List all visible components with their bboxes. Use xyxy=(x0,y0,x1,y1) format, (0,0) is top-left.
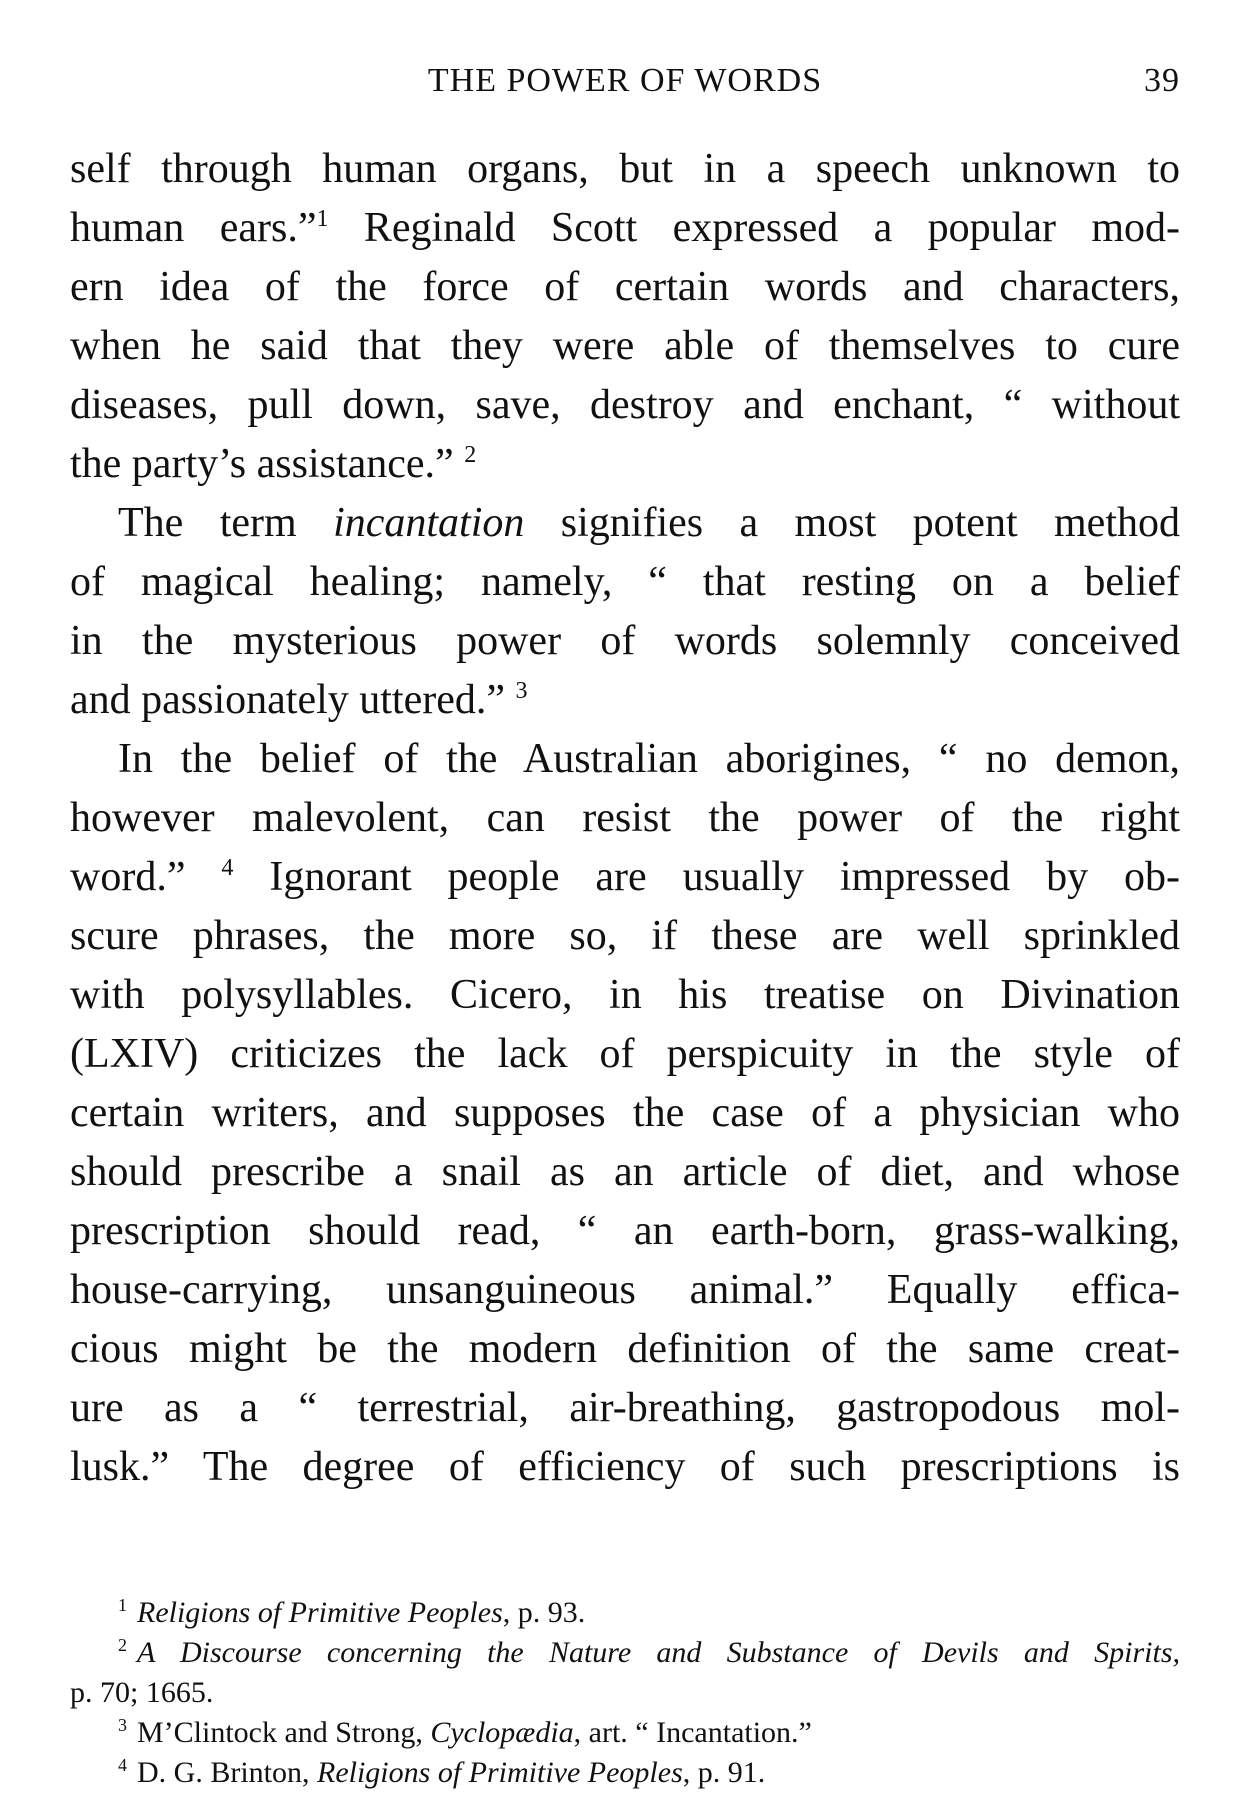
footnotes xyxy=(70,1593,1180,1793)
footnote-mark: 4 xyxy=(118,1755,127,1775)
text-line: self through human organs, but in a speech unknown to xyxy=(70,146,1180,192)
running-head xyxy=(70,62,1180,112)
footnote-ref-2: 2 xyxy=(464,442,477,468)
text-line: however malevolent, can resist the power of the right xyxy=(70,795,1180,841)
footnote-2-continued: p. 70; 1665. xyxy=(70,1676,214,1709)
text-line xyxy=(70,671,1180,730)
text-line: lusk.” The degree of efficiency of such prescriptions is xyxy=(70,1444,1180,1490)
text-line xyxy=(70,848,1180,907)
footnote-ref-1: 1 xyxy=(316,206,329,232)
text-line: (LXIV) criticizes the lack of perspicuity in the style of xyxy=(70,1031,1180,1077)
text-line: scure phrases, the more so, if these are well sprinkled xyxy=(70,913,1180,959)
footnote-mark: 2 xyxy=(118,1635,127,1655)
text-line xyxy=(70,199,1180,258)
text-run: the party’s assistance.” xyxy=(70,441,454,487)
body-text xyxy=(70,140,1180,1497)
footnote-1 xyxy=(70,1593,1180,1633)
text-run: word.” xyxy=(70,854,186,900)
footnote-mark: 1 xyxy=(118,1595,127,1615)
text-line: diseases, pull down, save, destroy and enchant, “ without xyxy=(70,382,1180,428)
footnote-3 xyxy=(70,1713,1180,1753)
text-run: signifies a most potent method xyxy=(524,500,1180,546)
paragraph-3 xyxy=(70,730,1180,1497)
italic-term: incantation xyxy=(333,500,525,546)
text-line: should prescribe a snail as an article of diet, and whose xyxy=(70,1149,1180,1195)
text-line: house-carrying, unsanguineous animal.” Equally effica- xyxy=(70,1267,1180,1313)
footnote-text: , art. “ Incantation.” xyxy=(573,1716,812,1749)
text-line: when he said that they were able of themselves to cure xyxy=(70,323,1180,369)
footnote-title: Religions of Primitive Peoples xyxy=(317,1756,683,1789)
text-run: and passionately uttered.” xyxy=(70,677,506,723)
footnote-4 xyxy=(70,1753,1180,1793)
footnote-title: Religions of Primitive Peoples xyxy=(137,1596,503,1629)
text-line: In the belief of the Australian aborigines, “ no demon, xyxy=(118,736,1180,782)
running-title: THE POWER OF WORDS xyxy=(427,62,823,99)
paragraph-2 xyxy=(70,494,1180,730)
footnote-ref-4: 4 xyxy=(221,855,234,881)
text-line: certain writers, and supposes the case of a physician who xyxy=(70,1090,1180,1136)
paragraph-1 xyxy=(70,140,1180,494)
page-number: 39 xyxy=(1144,62,1180,99)
footnote-ref-3: 3 xyxy=(515,678,528,704)
text-line: in the mysterious power of words solemnly conceived xyxy=(70,618,1180,664)
text-run: human ears.” xyxy=(70,205,317,251)
text-line: with polysyllables. Cicero, in his treatise on Divination xyxy=(70,972,1180,1018)
text-line xyxy=(70,435,1180,494)
footnote-text: , p. 93. xyxy=(502,1596,586,1629)
footnote-mark: 3 xyxy=(118,1715,127,1735)
text-line xyxy=(70,494,1180,553)
text-line: ern idea of the force of certain words and characters, xyxy=(70,264,1180,310)
text-line: of magical healing; namely, “ that resting on a belief xyxy=(70,559,1180,605)
text-line: ure as a “ terrestrial, air-breathing, gastropodous mol- xyxy=(70,1385,1180,1431)
footnote-text: D. G. Brinton, xyxy=(137,1756,317,1789)
text-run: The term xyxy=(118,500,334,546)
text-line: prescription should read, “ an earth-born, grass-walking, xyxy=(70,1208,1180,1254)
text-run: Ignorant people are usually impressed by ob- xyxy=(233,854,1180,900)
footnote-text: , p. 91. xyxy=(682,1756,766,1789)
footnote-2 xyxy=(70,1633,1180,1673)
text-run: Reginald Scott expressed a popular mod- xyxy=(328,205,1180,251)
footnote-title: A Discourse concerning the Nature and Substance of Devils and Spirits, xyxy=(137,1636,1180,1669)
footnote-title: Cyclopædia xyxy=(430,1716,574,1749)
footnote-text: M’Clintock and Strong, xyxy=(137,1716,431,1749)
text-line: cious might be the modern definition of the same creat- xyxy=(70,1326,1180,1372)
